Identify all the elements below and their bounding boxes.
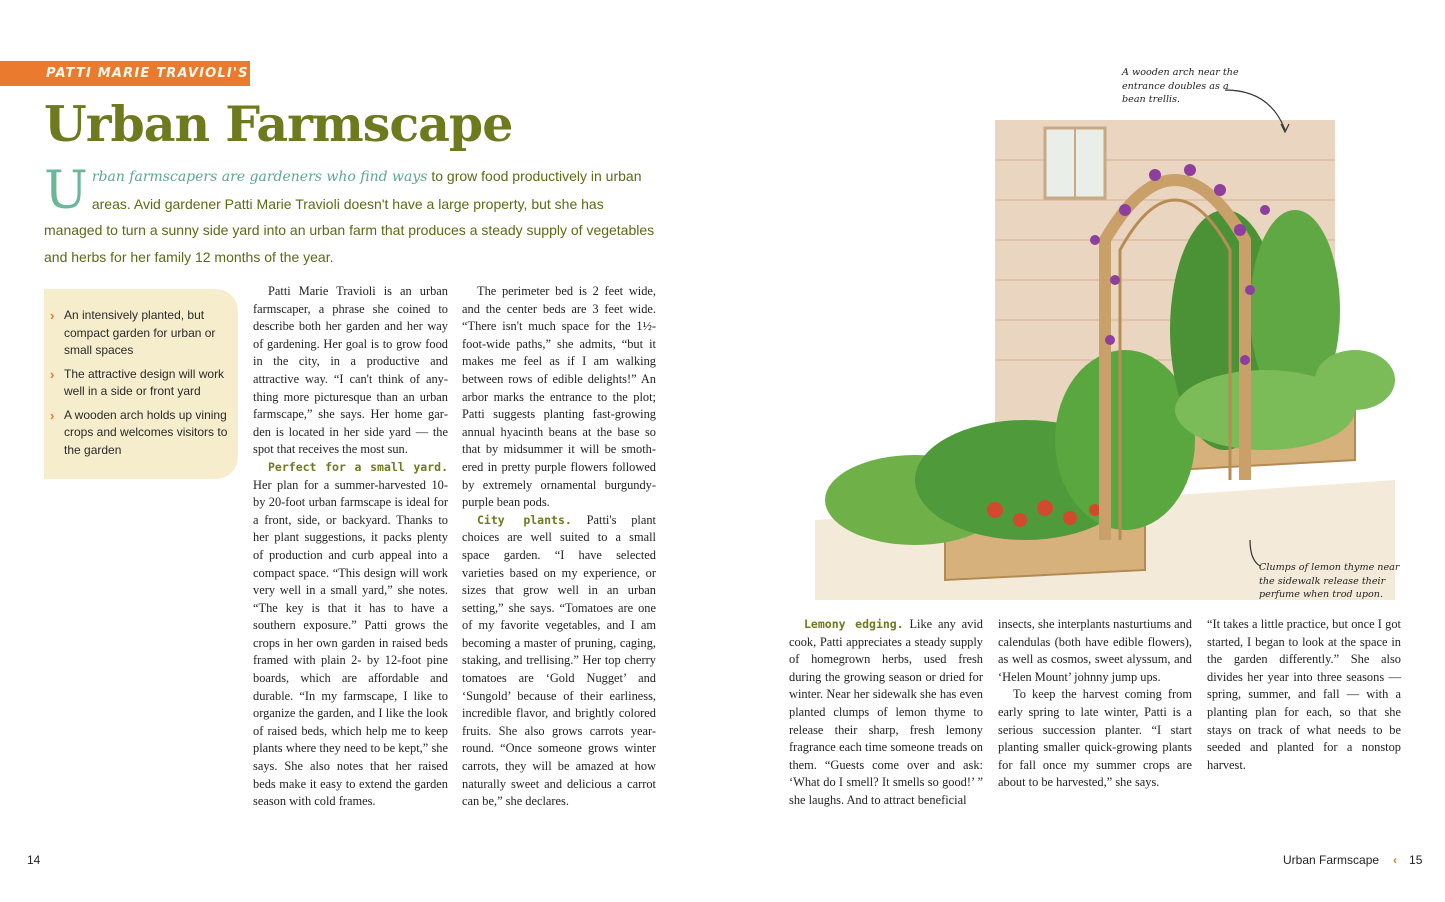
- highlight-text: An intensively planted, but compact garden for urban or small spaces: [64, 308, 216, 357]
- body-column-2: [462, 283, 656, 811]
- highlight-item: [50, 307, 228, 360]
- intro-text: to grow food productively in urban areas. Avid gardener Patti Marie Travioli doesn't have a large property, but she has managed to turn a sunny side yard into an urban farm that produces a steady supply of vegetables and herbs for her family 12 months of the year.: [44, 168, 655, 265]
- running-footer: [1283, 853, 1422, 867]
- highlight-item: [50, 366, 228, 401]
- chevron-right-icon: ›: [50, 407, 55, 423]
- byline-banner: PATTI MARIE TRAVIOLI'S: [0, 61, 250, 86]
- body-column-5: [1207, 616, 1401, 774]
- page-title: Urban Farmscape: [44, 95, 513, 153]
- caption-arch: A wooden arch near the entrance doubles as a bean trellis.: [1122, 67, 1239, 105]
- body-paragraph: [789, 616, 983, 810]
- highlight-text: The attractive design will work well in a side or front yard: [64, 366, 225, 398]
- run-in-head: City plants.: [477, 512, 572, 527]
- highlights-list: [50, 307, 228, 459]
- body-paragraph: Patti Marie Travioli is an urban farmscaper, a phrase she coined to describe both her garden and her way of gardening. Her goal is to grow food in the city, in a productive and attractive way. “I can't think of anything more picturesque than an urban farmscape,” she says. Her home garden is located in her side yard — the spot that receives the most sun.: [253, 284, 448, 457]
- chevron-right-icon: ›: [50, 308, 55, 323]
- drop-cap: U: [44, 161, 88, 221]
- body-paragraph: [253, 459, 448, 811]
- intro-paragraph: [44, 163, 656, 270]
- body-column-3: [789, 616, 983, 810]
- caption-thyme: Clumps of lemon thyme near the sidewalk release their perfume when trod upon.: [1259, 562, 1400, 600]
- body-paragraph: “It takes a little practice, but once I got started, I began to look at the space in the garden differently.” She also divides her year into three seasons — spring, summer, and fall — with a planting plan for each, so that she stays on track of what needs to be seeded and planted for a nonstop harvest.: [1207, 617, 1401, 772]
- highlight-item: [50, 407, 228, 460]
- chevron-right-icon: ›: [50, 366, 55, 382]
- body-column-1: [253, 283, 448, 811]
- paragraph-text: Patti's plant choices are well suited to a small space garden. “I have selected varieties based on my experience, or sizes that grow well in an urban setting,” she says. “Tomatoes are one of my favorite vegetables, and I am becoming a master of pruning, caging, staking, and trellising.” Her top cherry tomatoes are ‘Gold Nugget’ and ‘Sungold’ because of their earliness, incredible flavor, and brightly colored fruits. She also grows carrots year-round. “Once someone grows winter carrots, they will be amazed at how naturally sweet and delicious a carrot can be,” she declares.: [462, 512, 656, 809]
- intro-lead: rban farmscapers are gardeners who find ways: [91, 169, 428, 185]
- body-column-4: [998, 616, 1192, 792]
- running-head: Urban Farmscape: [1283, 853, 1380, 867]
- run-in-head: Perfect for a small yard.: [268, 459, 448, 474]
- paragraph-text: Like any avid cook, Patti appreciates a steady supply of homegrown herbs, used fresh during the growing season or dried for winter. Near her sidewalk she has even planted clumps of lemon thyme to release their sharp, fresh lemony fragrance each time someone treads on them. “Guests come over and ask: ‘What do I smell? It smells so good!’ ” she laughs. And to attract beneficial: [789, 617, 983, 807]
- highlight-text: A wooden arch holds up vining crops and welcomes visitors to the garden: [64, 407, 228, 457]
- run-in-head: Lemony edging.: [804, 617, 904, 631]
- body-paragraph: The perimeter bed is 2 feet wide, and the center beds are 3 feet wide. “There isn't much space for the 1½-foot-wide paths,” she admits, “but it makes me feel as if I am walking between rows of edible delights!” An arbor marks the entrance to the plot; Patti suggests planting fast-growing annual hyacinth beans at the base so that by midsummer it will be smothered in pretty purple flowers followed by extremely ornamental burgundy-purple bean pods.: [462, 284, 656, 510]
- paragraph-text: Her plan for a summer-harvested 10- by 20-foot urban farmscape is ideal for a front, side, or backyard. Thanks to her plant suggestions, it packs plenty of production and curb appeal into a compact space. “This design will work very well in a small yard,” she notes. “The key is that it has to have a southern exposure.” Patti grows the crops in her own garden in raised beds framed with plain 2- by 12-foot pine boards, which are affordable and durable. “In my farmscape, I like to organize the garden, and I like the look of raised beds, which help me to keep plants where they need to be kept,” she says. She also notes that her raised beds make it easy to extend the garden season with cold frames.: [253, 477, 448, 809]
- highlights-box: [44, 289, 238, 479]
- body-paragraph: insects, she interplants nasturtiums and calendulas (both have edible flowers), as well as cosmos, sweet alyssum, and ‘Helen Mount’ johnny jump ups.: [998, 617, 1192, 684]
- body-paragraph: [462, 512, 656, 811]
- garden-illustration: [795, 80, 1415, 600]
- page-number-left: 14: [27, 853, 41, 867]
- chevron-left-icon: ‹: [1393, 853, 1398, 867]
- body-paragraph: To keep the harvest coming from early spring to late winter, Patti is a serious succession planter. “I start planting smaller quick-growing plants for fall once my summer crops are about to be harvested,” she says.: [998, 687, 1192, 790]
- page-number-right: 15: [1409, 853, 1423, 867]
